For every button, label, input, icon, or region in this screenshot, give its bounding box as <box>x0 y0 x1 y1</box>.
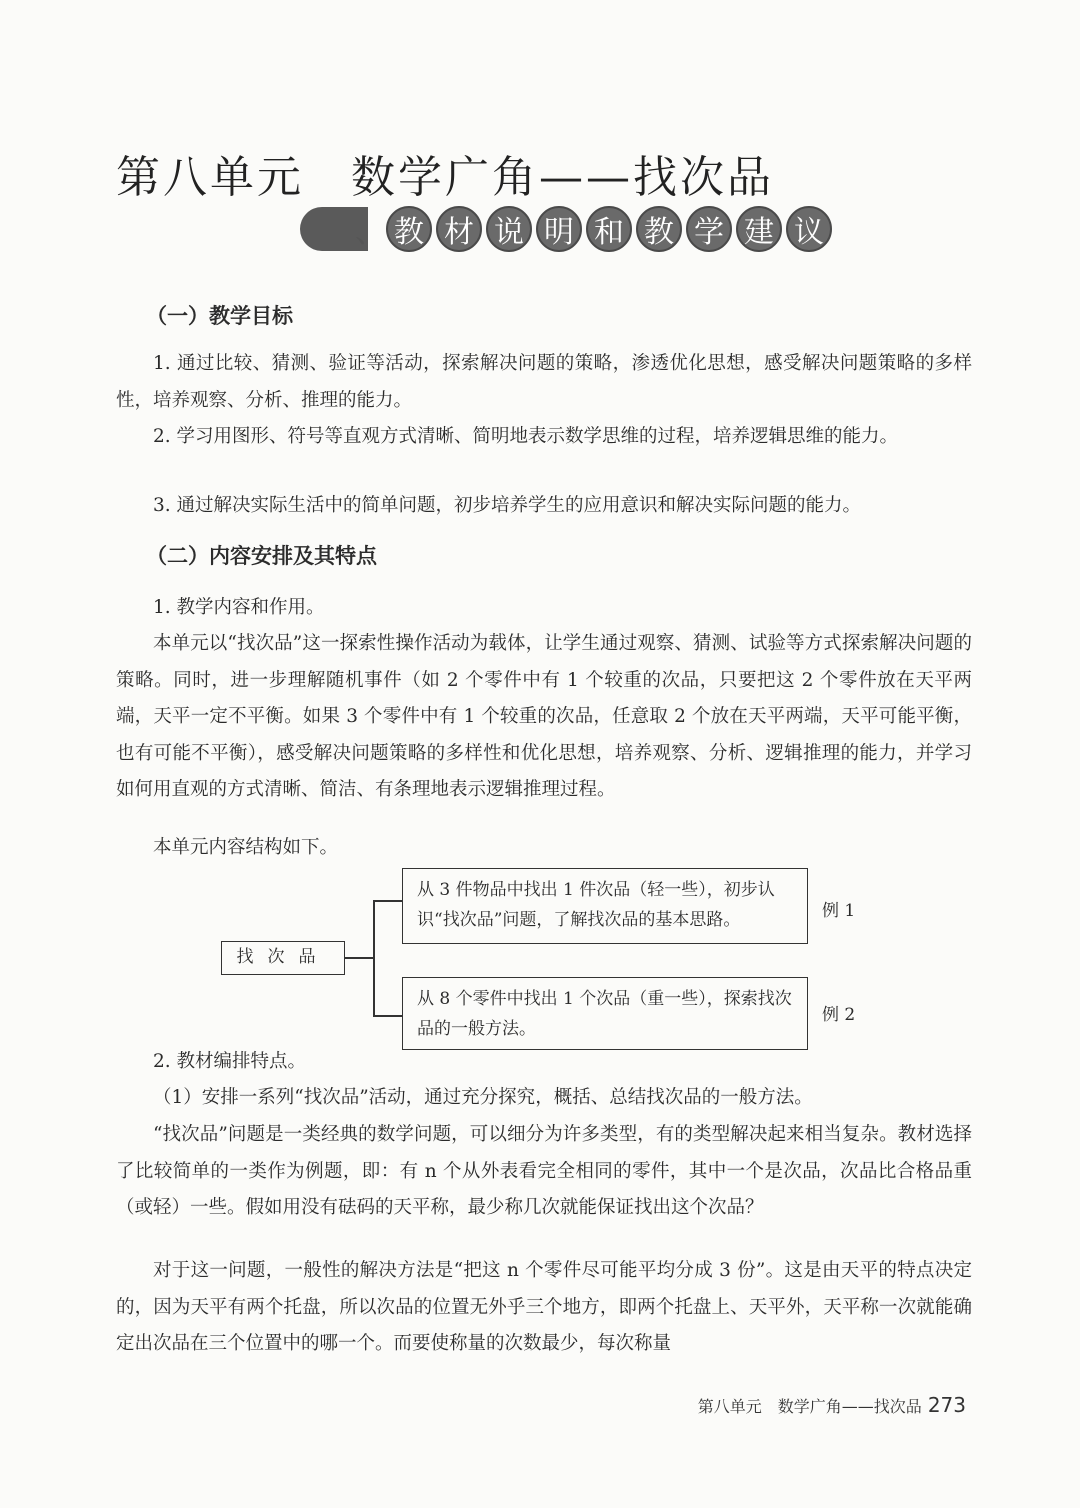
banner-char: 教 <box>636 206 682 252</box>
page-footer <box>688 1374 966 1417</box>
content-p3: 本单元内容结构如下。 <box>153 837 339 858</box>
banner-char: 、 <box>355 215 385 250</box>
banner-char: 和 <box>586 206 632 252</box>
center-node-label: 找次品 <box>236 947 330 967</box>
banner-char: 建 <box>736 206 782 252</box>
connector <box>373 900 375 1016</box>
features-p3: “找次品”问题是一类经典的数学问题，可以细分为许多类型，有的类型解决起来相当复杂。教材选择了比较简单的一类作为例题，即：有 n 个从外表看完全相同的零件，其中一个是次品，次品比合格品重（或轻）一些。假如用没有砝码的天平称，最少称几次就能保证找出这个次品？ <box>116 1124 972 1218</box>
branch-node-2 <box>402 977 808 1050</box>
banner-char: 说 <box>486 206 532 252</box>
running-title: 第八单元 数学广角——找次品 <box>697 1397 922 1416</box>
goal-item-2: 2. 学习用图形、符号等直观方式清晰、简明地表示数学思维的过程，培养逻辑思维的能力。 <box>153 426 899 447</box>
section-banner <box>300 206 836 252</box>
banner-char: 材 <box>436 206 482 252</box>
features-p1: 2. 教材编排特点。 <box>153 1051 307 1072</box>
goal-item-3: 3. 通过解决实际生活中的简单问题，初步培养学生的应用意识和解决实际问题的能力。 <box>153 495 862 516</box>
content-p1: 1. 教学内容和作用。 <box>153 597 325 618</box>
features-p4: 对于这一问题，一般性的解决方法是“把这 n 个零件尽可能平均分成 3 份”。这是由天平的特点决定的，因为天平有两个托盘，所以次品的位置无外乎三个地方，即两个托盘上、天平外，天平称一次就能确定出次品在三个位置中的哪一个。而要使称量的次数最少，每次称量 <box>116 1260 972 1354</box>
goal-item-1: 1. 通过比较、猜测、验证等活动，探索解决问题的策略，渗透优化思想，感受解决问题策略的多样性，培养观察、分析、推理的能力。 <box>116 353 972 411</box>
banner-char: 议 <box>786 206 832 252</box>
connector <box>373 900 403 902</box>
goals-heading: （一）教学目标 <box>146 304 293 328</box>
branch-node-1 <box>402 868 808 944</box>
branch-2-text: 从 8 个零件中找出 1 个次品（重一些），探索找次品的一般方法。 <box>417 989 792 1039</box>
example-label-2: 例 2 <box>822 1005 856 1025</box>
content-p2: 本单元以“找次品”这一探索性操作活动为载体，让学生通过观察、猜测、试验等方式探索解决问题的策略。同时，进一步理解随机事件（如 2 个零件中有 1 个较重的次品，只要把这 2 个零件放在天平两端，天平一定不平衡。如果 3 个零件中有 1 个较重的次品，任意取 2 个放在天平两端，天平可能平衡，也有可能不平衡），感受解决问题策略的多样性和优化思想，培养观察、分析、逻辑推理的能力，并学习如何用直观的方式清晰、简洁、有条理地表示逻辑推理过程。 <box>116 633 972 800</box>
banner-char: 教 <box>386 206 432 252</box>
banner-char: 明 <box>536 206 582 252</box>
page-number: 273 <box>927 1393 966 1417</box>
unit-title: 第八单元 数学广角——找次品 <box>116 152 774 204</box>
example-label-1: 例 1 <box>822 901 856 921</box>
connector <box>344 957 374 959</box>
features-p2: （1）安排一系列“找次品”活动，通过充分探究，概括、总结找次品的一般方法。 <box>153 1087 813 1108</box>
center-node <box>221 941 345 975</box>
branch-1-text: 从 3 件物品中找出 1 件次品（轻一些），初步认识“找次品”问题，了解找次品的基本思路。 <box>417 880 775 930</box>
content-heading: （二）内容安排及其特点 <box>146 544 377 568</box>
connector <box>373 1015 403 1017</box>
banner-char: 学 <box>686 206 732 252</box>
